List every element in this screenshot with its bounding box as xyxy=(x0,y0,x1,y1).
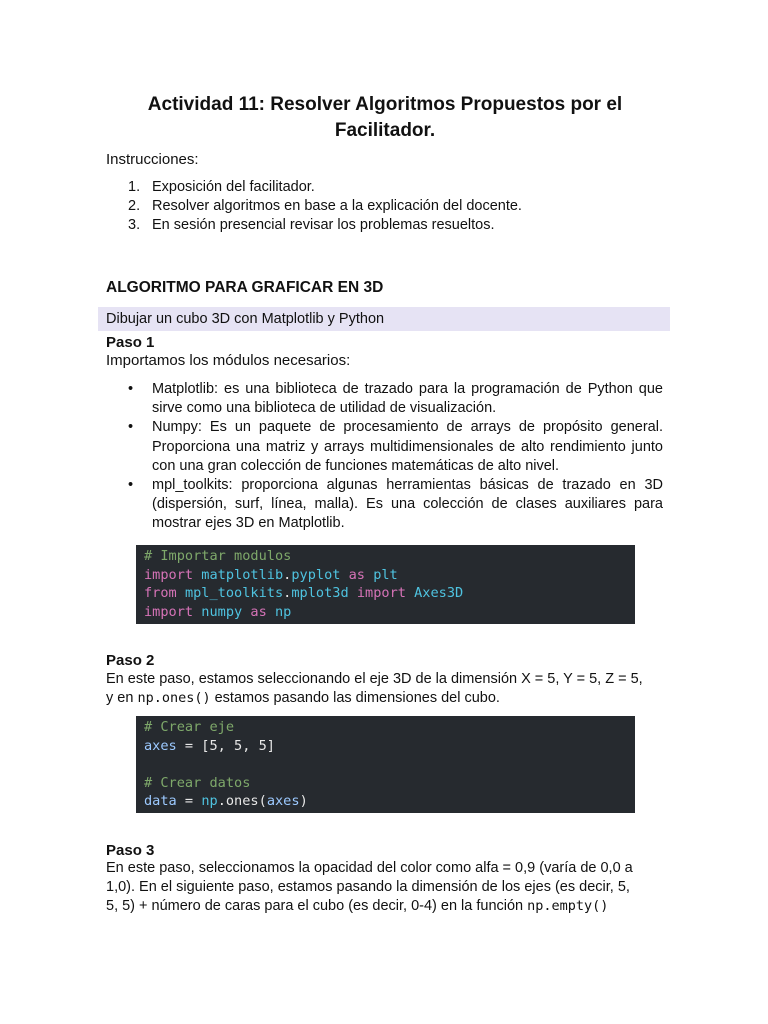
code-keyword: import xyxy=(356,585,406,601)
code-punct: = [5, 5, 5] xyxy=(176,737,275,754)
code-line xyxy=(144,584,627,603)
code-keyword: as xyxy=(348,566,365,583)
text-span: 5, 5) + número de caras para el cubo (es decir, 0-4) en la función xyxy=(106,898,528,915)
list-number: 1. xyxy=(128,179,141,195)
instructions-list xyxy=(128,178,668,235)
code-module: np xyxy=(274,603,292,620)
list-text: Exposición del facilitador. xyxy=(152,179,315,195)
list-number: 2. xyxy=(128,198,141,214)
section-heading: ALGORITMO PARA GRAFICAR EN 3D xyxy=(106,279,384,296)
inline-code: np.empty() xyxy=(527,898,609,915)
code-line xyxy=(144,755,627,774)
list-item xyxy=(128,197,668,216)
text-span: y en xyxy=(106,690,138,707)
code-keyword: import xyxy=(144,566,194,583)
list-number: 3. xyxy=(128,217,141,233)
paragraph-line xyxy=(106,689,662,708)
code-module: plt xyxy=(373,566,398,583)
instructions-label: Instrucciones: xyxy=(106,151,199,168)
code-punct: = xyxy=(176,793,202,809)
paragraph-line: En este paso, seleccionamos la opacidad del color como alfa = 0,9 (varía de 0,0 a xyxy=(106,860,633,876)
code-block-imports xyxy=(136,545,635,624)
code-punct: . xyxy=(283,566,292,583)
list-item xyxy=(128,380,663,418)
paso3-heading: Paso 3 xyxy=(106,842,155,859)
code-line xyxy=(144,566,627,585)
code-line xyxy=(144,547,627,566)
bullet-icon: • xyxy=(128,381,134,397)
code-line xyxy=(144,774,627,793)
page-title: Actividad 11: Resolver Algoritmos Propuestos por el Facilitador. xyxy=(147,94,623,141)
bullet-text: Matplotlib: es una biblioteca de trazado para la programación de Python que sirve como una biblioteca de utilidad de visualización. xyxy=(152,381,663,417)
code-punct: ( xyxy=(258,793,267,809)
code-variable: axes xyxy=(266,793,300,809)
code-module: matplotlib xyxy=(201,566,284,583)
bullet-icon: • xyxy=(128,477,134,494)
paso2-paragraph xyxy=(106,670,662,708)
code-comment: # Importar modulos xyxy=(144,548,292,564)
highlight-band: Dibujar un cubo 3D con Matplotlib y Python xyxy=(98,307,670,331)
list-item xyxy=(128,216,668,235)
paso2-heading: Paso 2 xyxy=(106,652,155,669)
code-module: mplot3d xyxy=(291,585,349,601)
code-module: mpl_toolkits xyxy=(184,585,284,601)
code-variable: data xyxy=(144,793,177,809)
paso3-paragraph xyxy=(106,859,662,917)
code-line xyxy=(144,603,627,622)
paragraph-line: En este paso, estamos seleccionando el eje 3D de la dimensión X = 5, Y = 5, Z = 5, xyxy=(106,671,643,687)
code-punct: ) xyxy=(299,793,308,809)
code-punct: . xyxy=(283,585,292,601)
paso1-intro: Importamos los módulos necesarios: xyxy=(106,352,351,369)
list-text: Resolver algoritmos en base a la explicación del docente. xyxy=(152,198,522,214)
inline-code: np.ones() xyxy=(137,690,211,707)
paragraph-line xyxy=(106,897,662,916)
bullet-icon: • xyxy=(128,419,134,436)
code-module: pyplot xyxy=(291,566,341,583)
code-line xyxy=(144,792,627,811)
code-keyword: import xyxy=(144,603,194,620)
list-item xyxy=(128,418,663,476)
code-keyword: from xyxy=(144,585,177,601)
code-module: np xyxy=(201,793,218,809)
code-punct: . xyxy=(217,793,226,809)
code-block-data xyxy=(136,716,635,813)
list-text: En sesión presencial revisar los problemas resueltos. xyxy=(152,217,495,233)
code-keyword: as xyxy=(250,603,267,620)
list-item xyxy=(128,178,668,197)
code-module: Axes3D xyxy=(414,585,464,601)
paso1-bullets xyxy=(128,380,663,534)
paso1-heading: Paso 1 xyxy=(106,334,155,351)
code-comment: # Crear eje xyxy=(144,719,235,735)
code-module: numpy xyxy=(201,603,243,620)
paragraph-line: 1,0). En el siguiente paso, estamos pasando la dimensión de los ejes (es decir, 5, xyxy=(106,879,630,896)
code-function: ones xyxy=(225,793,259,809)
list-item xyxy=(128,476,663,534)
bullet-text: Numpy: Es un paquete de procesamiento de arrays de propósito general. Proporciona una matriz y arrays multidimensionales de alto rendimiento junto con una gran colección de funciones matemáticas de alto nivel. xyxy=(152,419,663,474)
code-line xyxy=(144,718,627,737)
text-span: estamos pasando las dimensiones del cubo. xyxy=(210,690,500,707)
code-line xyxy=(144,737,627,756)
code-comment: # Crear datos xyxy=(144,774,251,791)
bullet-text: mpl_toolkits: proporciona algunas herramientas básicas de trazado en 3D (dispersión, surf, línea, malla). Es una colección de clases auxiliares para mostrar ejes 3D en Matplotlib. xyxy=(152,477,663,532)
code-variable: axes xyxy=(144,737,177,754)
